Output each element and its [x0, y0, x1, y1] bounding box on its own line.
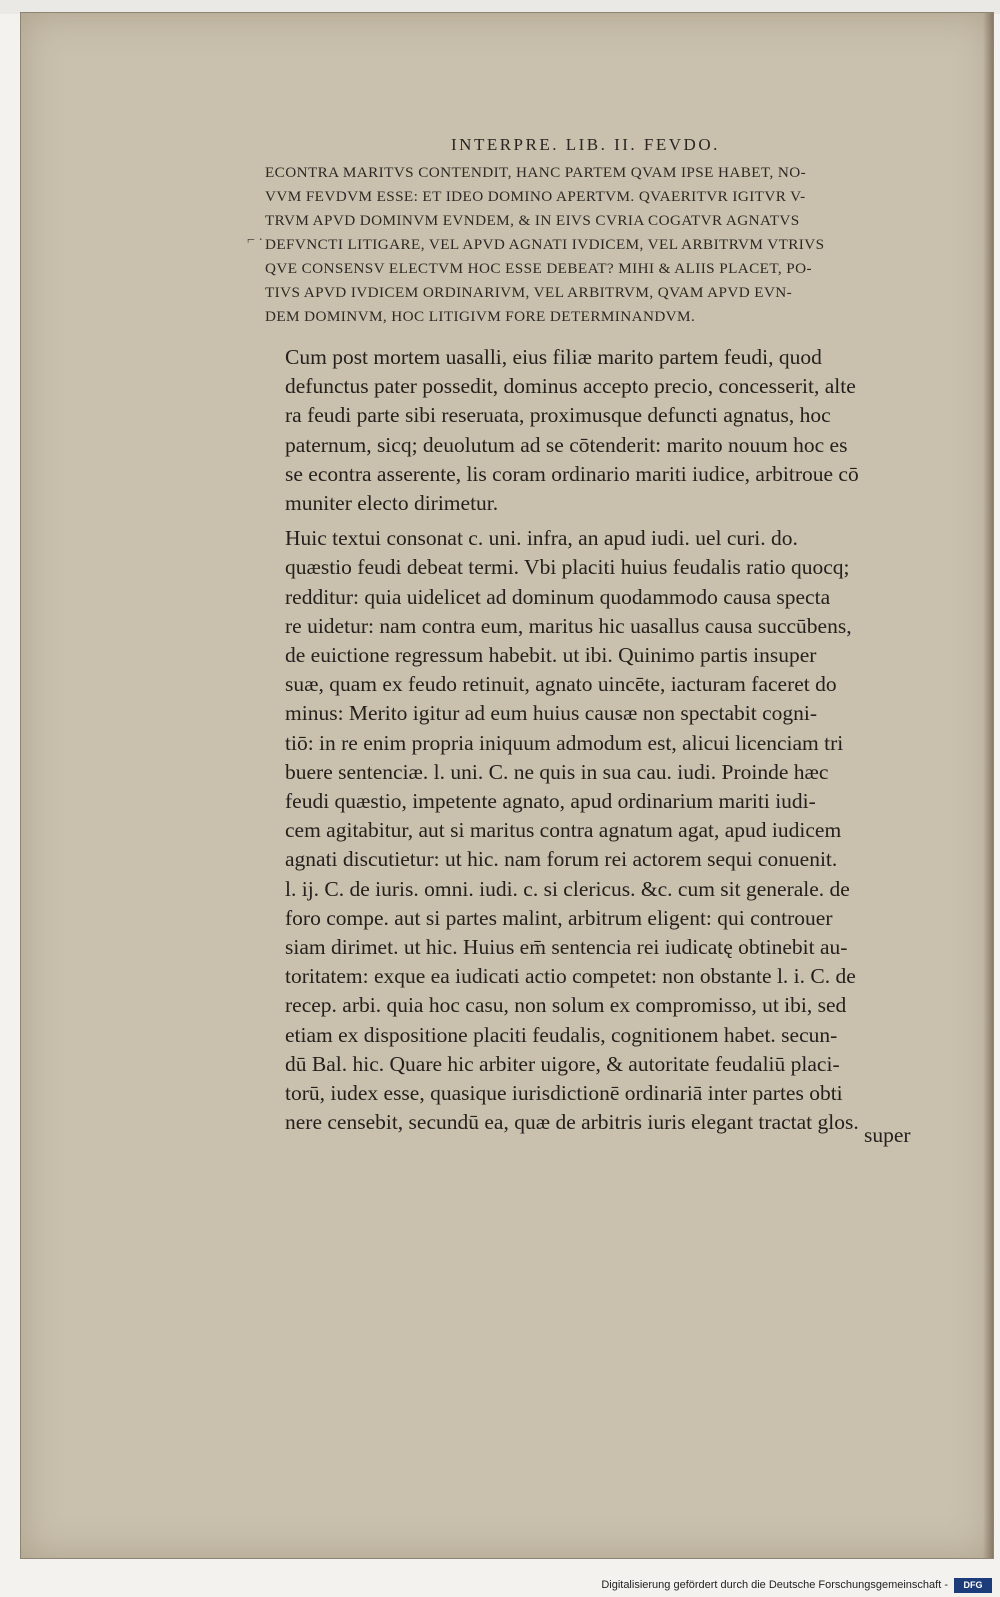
- text-line: nere censebit, secundū ea, quæ de arbitris iuris elegant tractat glos.: [285, 1110, 859, 1135]
- marginal-mark: ⌐ ·: [247, 233, 264, 248]
- text-line: siam dirimet. ut hic. Huius em̄ sentencia rei iudicatę obtinebit au-: [285, 935, 848, 960]
- summary-line: VVM FEVDVM ESSE: ET IDEO DOMINO APERTVM. QVAERITVR IGITVR V-: [265, 188, 806, 205]
- running-head: INTERPRE. LIB. II. FEVDO.: [451, 135, 720, 154]
- text-line: dū Bal. hic. Quare hic arbiter uigore, & autoritate feudaliū placi-: [285, 1051, 840, 1076]
- text-line: muniter electo dirimetur.: [285, 491, 499, 516]
- text-line: Cum post mortem uasalli, eius filiæ marito partem feudi, quod: [285, 345, 822, 369]
- paragraph-1: [285, 343, 985, 518]
- text-line: recep. arbi. quia hoc casu, non solum ex compromisso, ut ibi, sed: [285, 993, 847, 1018]
- funding-credit: Digitalisierung gefördert durch die Deutsche Forschungsgemeinschaft -: [601, 1579, 948, 1591]
- text-line: foro compe. aut si partes malint, arbitrum eligent: qui controuer: [285, 905, 833, 930]
- body-text: [285, 343, 985, 1137]
- text-line: cem agitabitur, aut si maritus contra agnatum agat, apud iudicem: [285, 818, 842, 843]
- text-line: defunctus pater possedit, dominus accepto precio, concesserit, alte: [285, 374, 856, 399]
- text-line: paternum, sicq; deuolutum ad se cōtenderit: marito nouum hoc es: [285, 432, 848, 457]
- chapter-summary: [265, 161, 977, 329]
- text-line: tiō: in re enim propria iniquum admodum est, alicui licenciam tri: [285, 730, 844, 755]
- dfg-logo: DFG: [954, 1578, 992, 1593]
- text-line: suæ, quam ex feudo retinuit, agnato uincēte, iacturam faceret do: [285, 672, 837, 697]
- text-line: quæstio feudi debeat termi. Vbi placiti huius feudalis ratio quocq;: [285, 555, 850, 580]
- summary-line: ECONTRA MARITVS CONTENDIT, HANC PARTEM QVAM IPSE HABET, NO-: [265, 164, 807, 181]
- summary-line: DEFVNCTI LITIGARE, VEL APVD AGNATI IVDICEM, VEL ARBITRVM VTRIVS: [265, 236, 825, 253]
- summary-line: TRVM APVD DOMINVM EVNDEM, & IN EIVS CVRIA COGATVR AGNATVS: [265, 212, 800, 229]
- book-page: [20, 12, 994, 1559]
- text-line: agnati discutietur: ut hic. nam forum rei actorem sequi conuenit.: [285, 847, 838, 872]
- text-line: l. ij. C. de iuris. omni. iudi. c. si clericus. &c. cum sit generale. de: [285, 876, 850, 901]
- paragraph-2: [285, 524, 985, 1137]
- catchword: super: [864, 1123, 911, 1147]
- text-line: re uidetur: nam contra eum, maritus hic uasallus causa succūbens,: [285, 613, 852, 638]
- summary-line: TIVS APVD IVDICEM ORDINARIVM, VEL ARBITRVM, QVAM APVD EVN-: [265, 284, 793, 301]
- text-line: redditur: quia uidelicet ad dominum quodammodo causa specta: [285, 584, 831, 609]
- text-line: minus: Merito igitur ad eum huius causæ non spectabit cogni-: [285, 701, 818, 726]
- digitization-footer: [0, 1576, 1000, 1597]
- text-line: de euictione regressum habebit. ut ibi. Quinimo partis insuper: [285, 643, 817, 668]
- text-line: feudi quæstio, impetente agnato, apud ordinarium mariti iudi-: [285, 789, 816, 814]
- text-line: Huic textui consonat c. uni. infra, an apud iudi. uel curi. do.: [285, 526, 798, 551]
- text-line: buere sentenciæ. l. uni. C. ne quis in sua cau. iudi. Proinde hæc: [285, 759, 829, 784]
- text-line: etiam ex dispositione placiti feudalis, cognitionem habet. secun-: [285, 1022, 838, 1047]
- text-line: torū, iudex esse, quasique iurisdictionē ordinariā inter partes obti: [285, 1081, 843, 1106]
- summary-line: QVE CONSENSV ELECTVM HOC ESSE DEBEAT? MIHI & ALIIS PLACET, PO-: [265, 260, 812, 277]
- text-line: se econtra asserente, lis coram ordinario mariti iudice, arbitroue cō: [285, 461, 859, 486]
- text-line: toritatem: exque ea iudicati actio competet: non obstante l. i. C. de: [285, 964, 856, 989]
- text-line: ra feudi parte sibi reseruata, proximusque defuncti agnatus, hoc: [285, 403, 831, 428]
- summary-line: DEM DOMINVM, HOC LITIGIVM FORE DETERMINANDVM.: [265, 308, 696, 325]
